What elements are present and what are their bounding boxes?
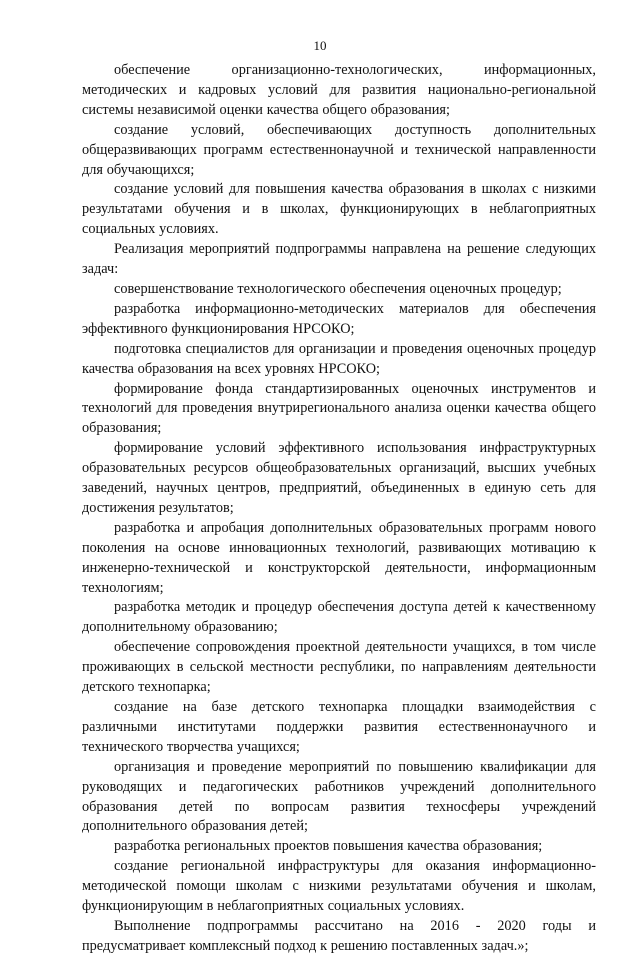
document-body bbox=[82, 61, 596, 957]
paragraph: разработка и апробация дополнительных образовательных программ нового поколения на основе инновационных технологий, развивающих мотивацию к инженерно-технической и конструкторской деятельности, информационным технологиям; bbox=[82, 519, 596, 596]
paragraph: создание условий для повышения качества образования в школах с низкими результатами обучения и в школах, функционирующих в неблагоприятных социальных условиях. bbox=[82, 181, 596, 238]
paragraph: организация и проведение мероприятий по повышению квалификации для руководящих и педагогических работников учреждений дополнительного образования детей по вопросам развития техносферы учреждений дополнительного образования детей; bbox=[82, 758, 596, 835]
paragraph: создание условий, обеспечивающих доступность дополнительных общеразвивающих программ естественнонаучной и технической направленности для обучающихся; bbox=[82, 121, 596, 178]
paragraph: формирование условий эффективного использования инфраструктурных образовательных ресурсов общеобразовательных организаций, высших учебных заведений, научных центров, предприятий, объединенных в единую сеть для достижения результатов; bbox=[82, 440, 596, 516]
paragraph: обеспечение сопровождения проектной деятельности учащихся, в том числе проживающих в сельской местности республики, по направлениям деятельности детского технопарка; bbox=[82, 639, 596, 696]
paragraph: Реализация мероприятий подпрограммы направлена на решение следующих задач: bbox=[82, 241, 596, 278]
paragraph: создание региональной инфраструктуры для оказания информационно-методической помощи школам с низкими результатами обучения и школам, функционирующим в неблагоприятных социальных условиях. bbox=[82, 858, 596, 915]
paragraph: разработка региональных проектов повышения качества образования; bbox=[114, 838, 543, 855]
paragraph: совершенствование технологического обеспечения оценочных процедур; bbox=[114, 280, 562, 297]
page-number: 10 bbox=[313, 38, 327, 53]
paragraph: подготовка специалистов для организации и проведения оценочных процедур качества образования на всех уровнях НРСОКО; bbox=[82, 340, 596, 377]
paragraph: Выполнение подпрограммы рассчитано на 2016 - 2020 годы и предусматривает комплексный подход к решению поставленных задач.»; bbox=[82, 917, 596, 954]
paragraph: обеспечение организационно-технологических, информационных, методических и кадровых условий для развития национально-региональной системы независимой оценки качества общего образования; bbox=[82, 62, 596, 118]
paragraph: разработка методик и процедур обеспечения доступа детей к качественному дополнительному образованию; bbox=[82, 599, 596, 636]
paragraph: разработка информационно-методических материалов для обеспечения эффективного функционирования НРСОКО; bbox=[82, 300, 596, 337]
paragraph: создание на базе детского технопарка площадки взаимодействия с различными институтами поддержки развития естественнонаучного и технического творчества учащихся; bbox=[82, 699, 596, 755]
paragraph: формирование фонда стандартизированных оценочных инструментов и технологий для проведения внутрирегионального анализа оценки качества общего образования; bbox=[82, 380, 596, 437]
